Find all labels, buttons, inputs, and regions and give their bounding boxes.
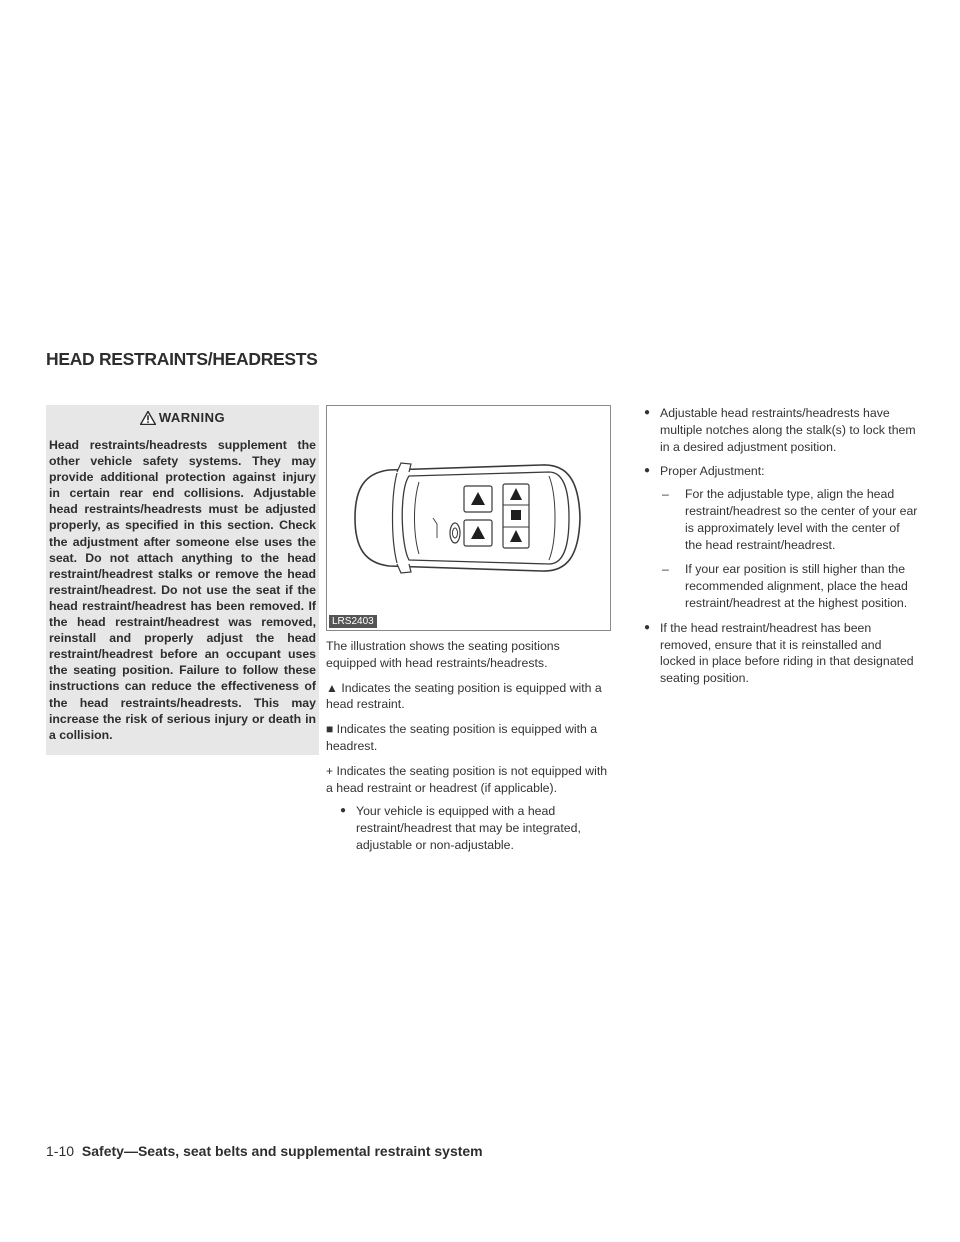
middle-column [326, 405, 611, 862]
warning-header [46, 405, 319, 430]
list-item: ● Adjustable head restraints/headrests have multiple notches along the stalk(s) to lock them in a desired adjustment position. [644, 405, 920, 455]
warning-text: Head restraints/headrests supplement the other vehicle safety systems. They may provide additional protection against injury in certain rear end collisions. Adjustable head restraints/headrests must be adjusted properly, as specified in this section. Check the adjustment after someone else uses the seat. Do not attach anything to the head restraint/headrest stalks or remove the head restraint/headrest. Do not use the seat if the head restraint/headrest has been removed. If the head restraint/headrest was removed, reinstall and properly adjust the head restraint/headrest before an occupant uses the seating position. Failure to follow these instructions can reduce the effectiveness of the head restraints/headrests. This may increase the risk of serious injury or death in a collision. [49, 438, 316, 742]
legend-text: Indicates the seating position is equipped with a head restraint. [326, 680, 602, 712]
illustration-caption: The illustration shows the seating positions equipped with head restraints/headrests. [326, 639, 560, 670]
right-column [644, 405, 920, 695]
legend-item-headrest [326, 721, 611, 755]
legend-item-head-restraint [326, 680, 611, 714]
list-item: ● If the head restraint/headrest has been removed, ensure that it is reinstalled and locked in place before riding in that designated seating position. [644, 620, 920, 687]
section-title: HEAD RESTRAINTS/HEADRESTS [46, 349, 318, 369]
sub-list [660, 486, 920, 612]
bullet-list [644, 405, 920, 687]
sub-list-item: – If your ear position is still higher than the recommended alignment, place the head restraint/headrest at the highest position. [662, 561, 920, 611]
list-item: ● Your vehicle is equipped with a head restraint/headrest that may be integrated, adjustable or non-adjustable. [340, 803, 611, 853]
warning-label: WARNING [158, 410, 226, 425]
triangle-symbol: ▲ [326, 680, 338, 695]
car-top-view-illustration [327, 406, 610, 630]
chapter-title: Safety—Seats, seat belts and supplemental restraint system [81, 1143, 483, 1159]
legend-item-not-equipped [326, 763, 611, 797]
square-symbol: ■ [326, 722, 334, 737]
proper-adjustment-label: Proper Adjustment: [660, 464, 765, 479]
page-number: 1-10 [46, 1143, 75, 1159]
seating-diagram [326, 405, 611, 631]
left-column [46, 405, 319, 755]
plus-symbol: + [326, 763, 334, 778]
legend-text: Indicates the seating position is equipped with a headrest. [326, 722, 598, 753]
figure-code: LRS2403 [329, 615, 377, 628]
sub-list-item: – For the adjustable type, align the head restraint/headrest so the center of your ear is approximately level with the center of the head restraint/headrest. [662, 486, 920, 553]
list-item [644, 463, 920, 611]
warning-icon [140, 411, 156, 425]
bullet-list [340, 803, 611, 853]
warning-box [46, 405, 319, 755]
legend-text: Indicates the seating position is not equipped with a head restraint or headrest (if applicable). [326, 763, 608, 795]
page-footer [46, 1143, 483, 1159]
